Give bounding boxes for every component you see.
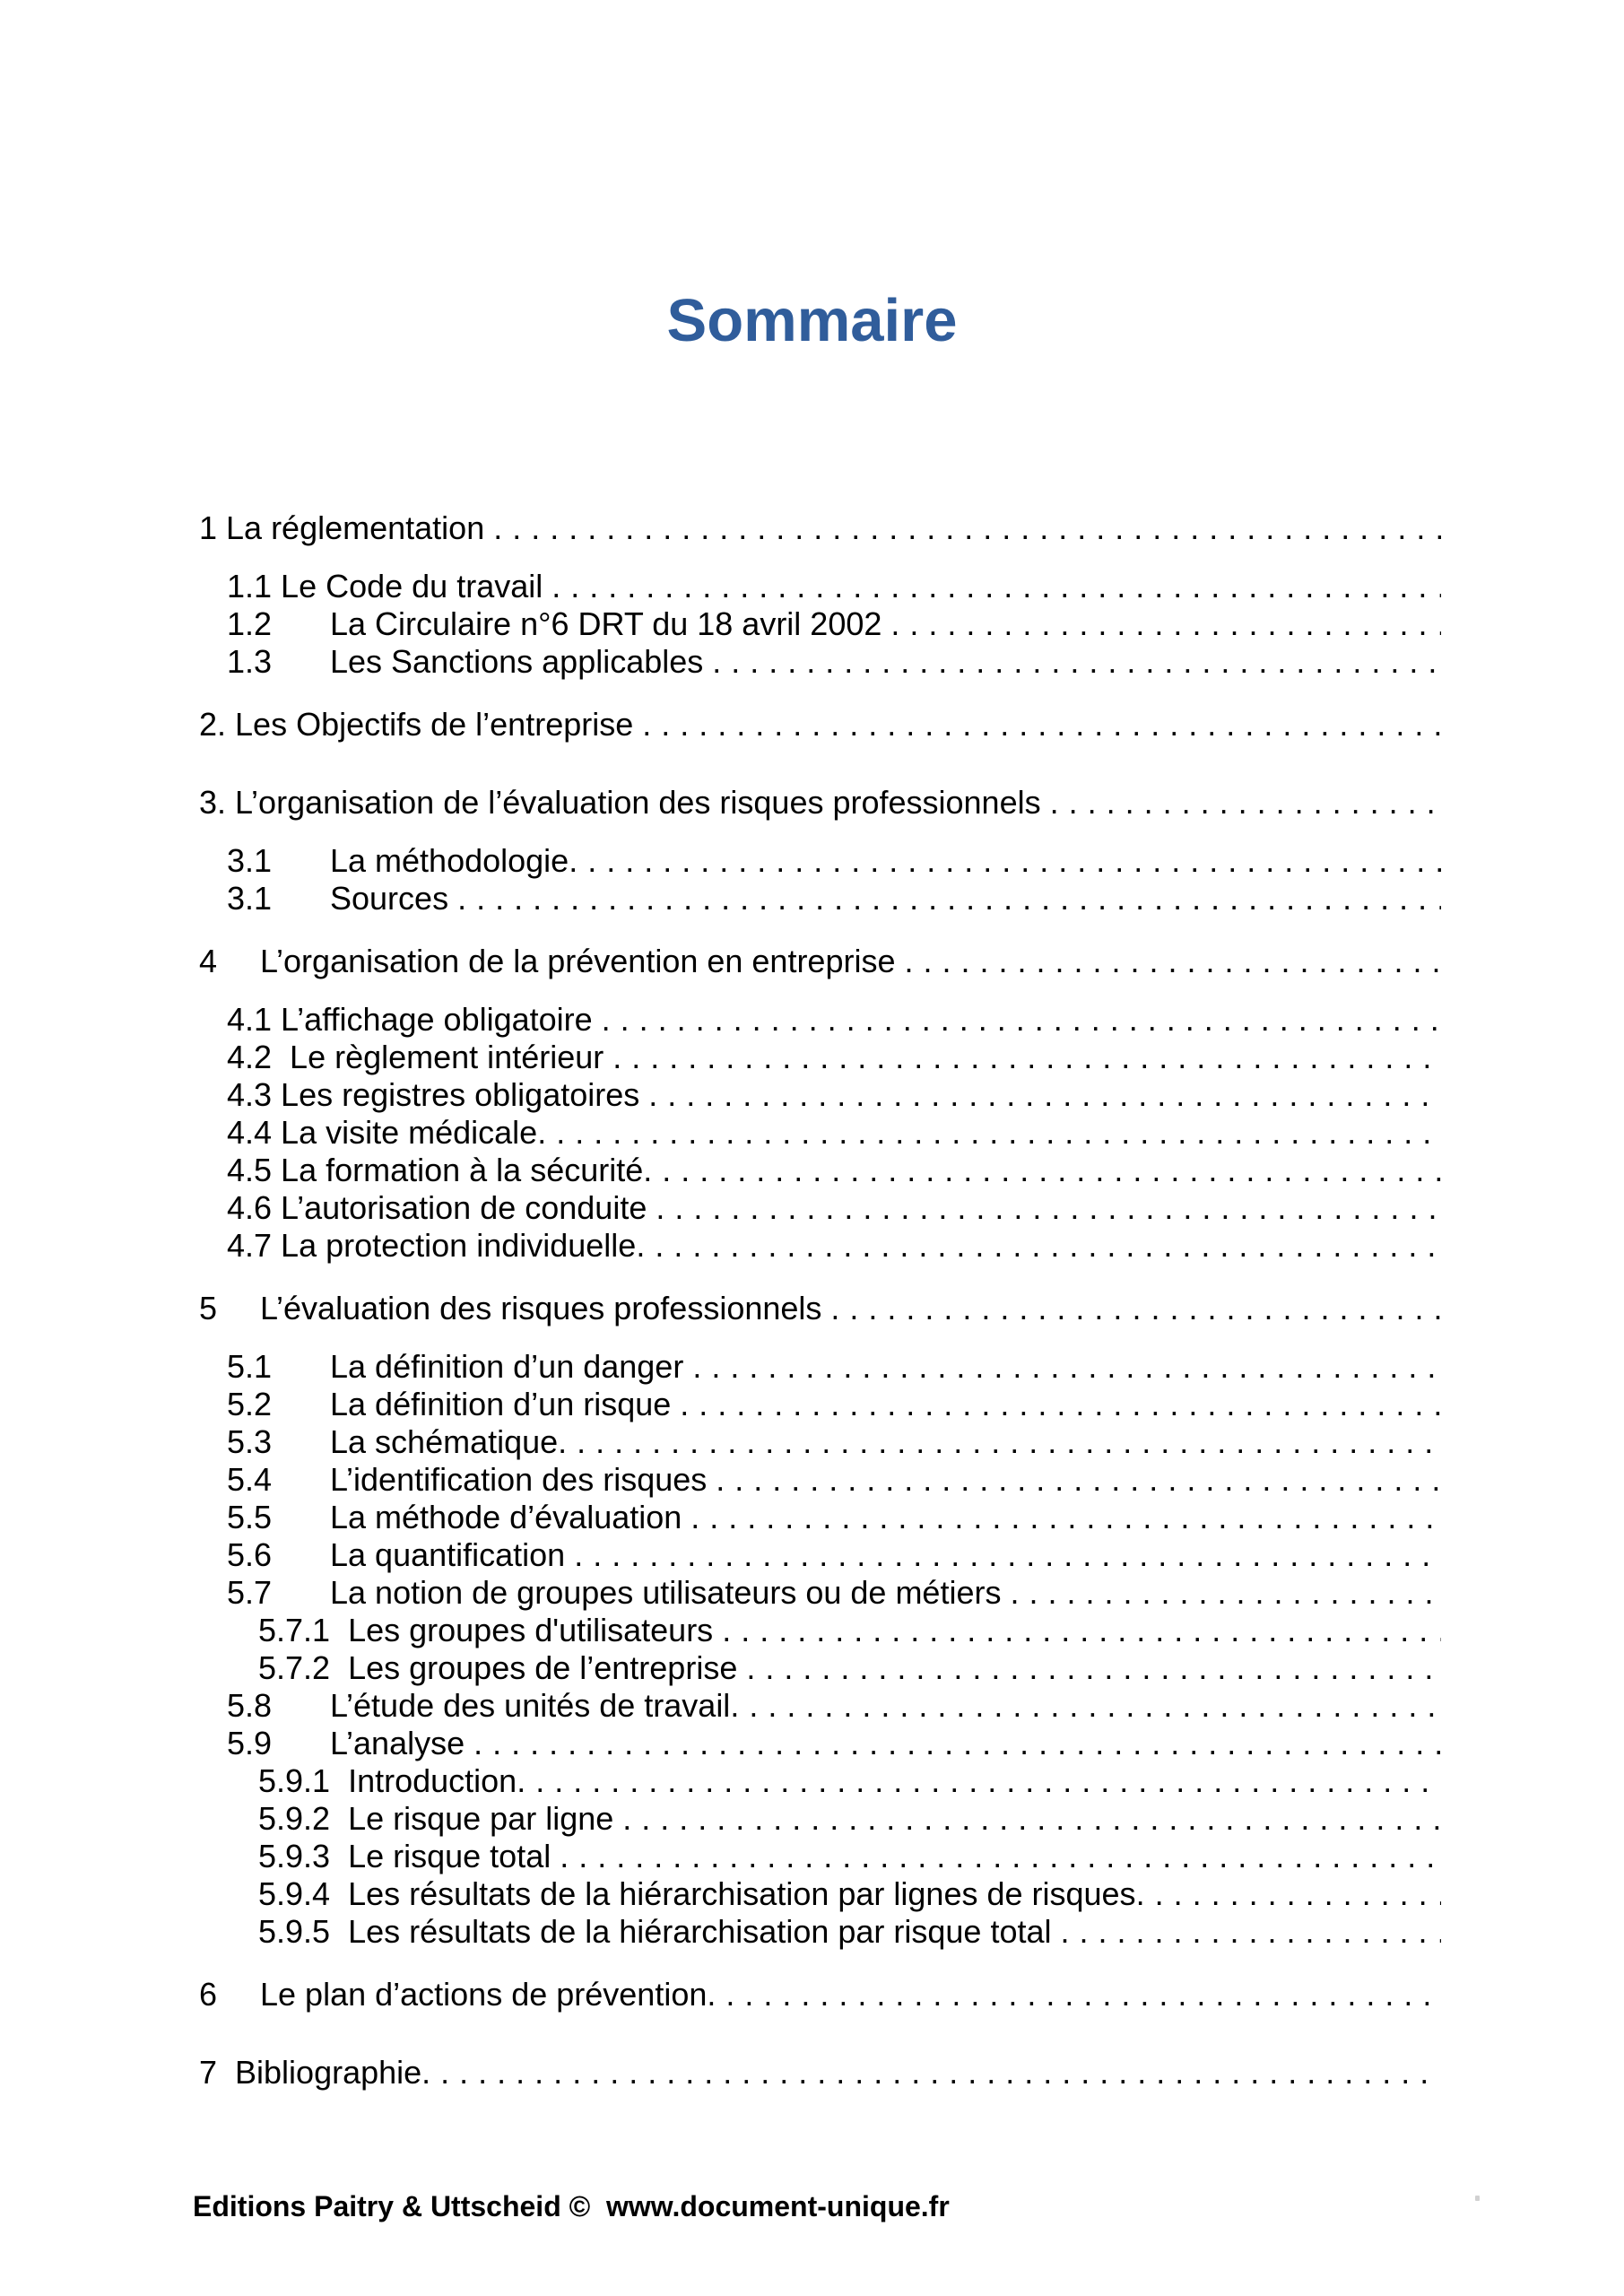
dot-leader xyxy=(517,1762,1441,1800)
toc-entry xyxy=(0,1189,1624,1227)
toc-entry xyxy=(0,1725,1624,1762)
toc-entry-number: 6 xyxy=(199,1976,218,2013)
toc-entry xyxy=(0,1386,1624,1423)
toc-entry xyxy=(0,706,1624,744)
toc-entry xyxy=(0,1838,1624,1875)
toc-entry-label: L’organisation de la prévention en entreprise xyxy=(260,943,905,979)
toc-entry xyxy=(0,1875,1624,1913)
dot-leader xyxy=(905,943,1442,980)
toc-entry-label: 4.1 L’affichage obligatoire xyxy=(227,1001,602,1038)
toc-entry-label: 5.9.1 Introduction xyxy=(258,1762,517,1799)
toc-entry-label: 5.9.2 Le risque par ligne xyxy=(258,1800,623,1837)
toc-entry xyxy=(0,1762,1624,1800)
dot-leader xyxy=(830,1290,1441,1327)
dot-leader xyxy=(622,1800,1441,1838)
toc-entry-number: 1.2 xyxy=(227,605,273,642)
dot-leader xyxy=(473,1725,1441,1762)
toc-entry-label: 4.5 La formation à la sécurité xyxy=(227,1152,644,1188)
toc-entry xyxy=(0,1423,1624,1461)
toc-entry-label: 3. L’organisation de l’évaluation des risques professionnels xyxy=(199,784,1050,821)
dot-leader xyxy=(680,1386,1441,1423)
toc-entry-label: Les Sanctions applicables xyxy=(330,643,713,680)
dot-leader xyxy=(642,706,1441,744)
toc-entry xyxy=(0,943,1624,980)
toc-entry-number: 3.1 xyxy=(227,842,273,879)
dot-leader xyxy=(730,1687,1441,1725)
toc-entry xyxy=(0,643,1624,681)
dot-leader xyxy=(722,1612,1441,1649)
toc-entry-label: 4.6 L’autorisation de conduite xyxy=(227,1189,656,1226)
toc-entry-label: L’étude des unités de travail xyxy=(330,1687,731,1724)
dot-leader xyxy=(712,643,1441,681)
toc-entry-number: 4 xyxy=(199,943,218,979)
toc-entry-number: 5.6 xyxy=(227,1536,273,1573)
toc-entry-label: La notion de groupes utilisateurs ou de métiers xyxy=(330,1574,1011,1611)
toc-entry-label: La définition d’un risque xyxy=(330,1386,681,1422)
toc-entry-number: 5.1 xyxy=(227,1348,273,1385)
dot-leader xyxy=(690,1499,1441,1536)
dot-leader xyxy=(1010,1574,1441,1612)
dot-leader xyxy=(692,1348,1441,1386)
dot-leader xyxy=(602,1001,1441,1039)
dot-leader xyxy=(612,1039,1441,1076)
dot-leader xyxy=(421,2054,1441,2092)
toc-entry-label: 1.1 Le Code du travail xyxy=(227,568,552,604)
toc-entry xyxy=(0,1499,1624,1536)
footer xyxy=(193,2188,950,2224)
toc-entry-label: L’évaluation des risques professionnels xyxy=(260,1290,831,1326)
toc-entry xyxy=(0,1461,1624,1499)
toc-entry-number: 5.5 xyxy=(227,1499,273,1535)
toc-entry xyxy=(0,1039,1624,1076)
dot-leader xyxy=(643,1152,1441,1189)
toc-entry xyxy=(0,1114,1624,1152)
toc-entry-number: 5.9 xyxy=(227,1725,273,1761)
dot-leader xyxy=(493,509,1441,547)
toc-entry xyxy=(0,1612,1624,1649)
toc-entry-label: 4.7 La protection individuelle xyxy=(227,1227,637,1264)
toc-entry-label: 5.9.3 Le risque total xyxy=(258,1838,560,1874)
toc-entry-label: 5.9.4 Les résultats de la hiérarchisation par lignes de risques xyxy=(258,1875,1136,1912)
toc-entry-label: La méthodologie xyxy=(330,842,569,879)
dot-leader xyxy=(560,1838,1441,1875)
toc-entry xyxy=(0,1913,1624,1951)
dot-leader xyxy=(1136,1875,1441,1913)
toc-entry xyxy=(0,568,1624,605)
toc-entry xyxy=(0,1687,1624,1725)
toc-entry xyxy=(0,880,1624,918)
toc-entry xyxy=(0,509,1624,547)
dot-leader xyxy=(636,1227,1441,1265)
toc-entry-label: L’identification des risques xyxy=(330,1461,716,1498)
toc-entry-number: 5.4 xyxy=(227,1461,273,1498)
toc-entry xyxy=(0,842,1624,880)
toc-entry xyxy=(0,605,1624,643)
dot-leader xyxy=(890,605,1441,643)
scan-artifact xyxy=(1475,2196,1480,2201)
table-of-contents xyxy=(0,509,1624,2092)
toc-entry-label: 5.7.2 Les groupes de l’entreprise xyxy=(258,1649,747,1686)
toc-entry xyxy=(0,1976,1624,2013)
footer-text: Editions Paitry & Uttscheid © www.document-unique.fr xyxy=(193,2190,950,2222)
toc-entry xyxy=(0,1076,1624,1114)
toc-entry-number: 5.3 xyxy=(227,1423,273,1460)
toc-entry xyxy=(0,1536,1624,1574)
toc-entry xyxy=(0,1649,1624,1687)
toc-entry-number: 1.3 xyxy=(227,643,273,680)
dot-leader xyxy=(746,1649,1441,1687)
dot-leader xyxy=(574,1536,1441,1574)
dot-leader xyxy=(551,568,1441,605)
dot-leader xyxy=(558,1423,1441,1461)
toc-entry-label: 4.3 Les registres obligatoires xyxy=(227,1076,649,1113)
toc-entry-label: 7 Bibliographie xyxy=(199,2054,422,2091)
dot-leader xyxy=(1061,1913,1442,1951)
toc-entry xyxy=(0,1001,1624,1039)
toc-entry-label: 2. Les Objectifs de l’entreprise xyxy=(199,706,643,743)
dot-leader xyxy=(457,880,1441,918)
dot-leader xyxy=(537,1114,1441,1152)
toc-entry-label: La schématique xyxy=(330,1423,559,1460)
toc-entry-number: 3.1 xyxy=(227,880,273,917)
dot-leader xyxy=(1050,784,1441,822)
dot-leader xyxy=(648,1076,1441,1114)
toc-entry-label: La définition d’un danger xyxy=(330,1348,693,1385)
toc-entry-label: 4.2 Le règlement intérieur xyxy=(227,1039,613,1075)
toc-entry xyxy=(0,1227,1624,1265)
toc-entry-label: 5.9.5 Les résultats de la hiérarchisation par risque total xyxy=(258,1913,1061,1950)
toc-entry-label: La quantification xyxy=(330,1536,575,1573)
toc-entry-number: 5.2 xyxy=(227,1386,273,1422)
toc-entry-number: 5.8 xyxy=(227,1687,273,1724)
toc-entry xyxy=(0,2054,1624,2092)
toc-entry xyxy=(0,1152,1624,1189)
dot-leader xyxy=(656,1189,1441,1227)
toc-entry xyxy=(0,784,1624,822)
toc-entry xyxy=(0,1290,1624,1327)
dot-leader xyxy=(707,1976,1441,2013)
toc-entry-label: 5.7.1 Les groupes d'utilisateurs xyxy=(258,1612,723,1648)
toc-entry-label: La méthode d’évaluation xyxy=(330,1499,691,1535)
dot-leader xyxy=(569,842,1441,880)
toc-entry-label: 1 La réglementation xyxy=(199,509,494,546)
toc-entry-number: 5 xyxy=(199,1290,218,1326)
dot-leader xyxy=(716,1461,1441,1499)
toc-entry xyxy=(0,1574,1624,1612)
toc-entry-label: 4.4 La visite médicale xyxy=(227,1114,538,1151)
toc-entry-label: La Circulaire n°6 DRT du 18 avril 2002 xyxy=(330,605,891,642)
toc-entry-label: Sources xyxy=(330,880,458,917)
toc-entry-label: L’analyse xyxy=(330,1725,474,1761)
toc-entry xyxy=(0,1348,1624,1386)
toc-entry-number: 5.7 xyxy=(227,1574,273,1611)
toc-entry-label: Le plan d’actions de prévention xyxy=(260,1976,708,2013)
toc-entry xyxy=(0,1800,1624,1838)
page-title: Sommaire xyxy=(666,287,958,354)
